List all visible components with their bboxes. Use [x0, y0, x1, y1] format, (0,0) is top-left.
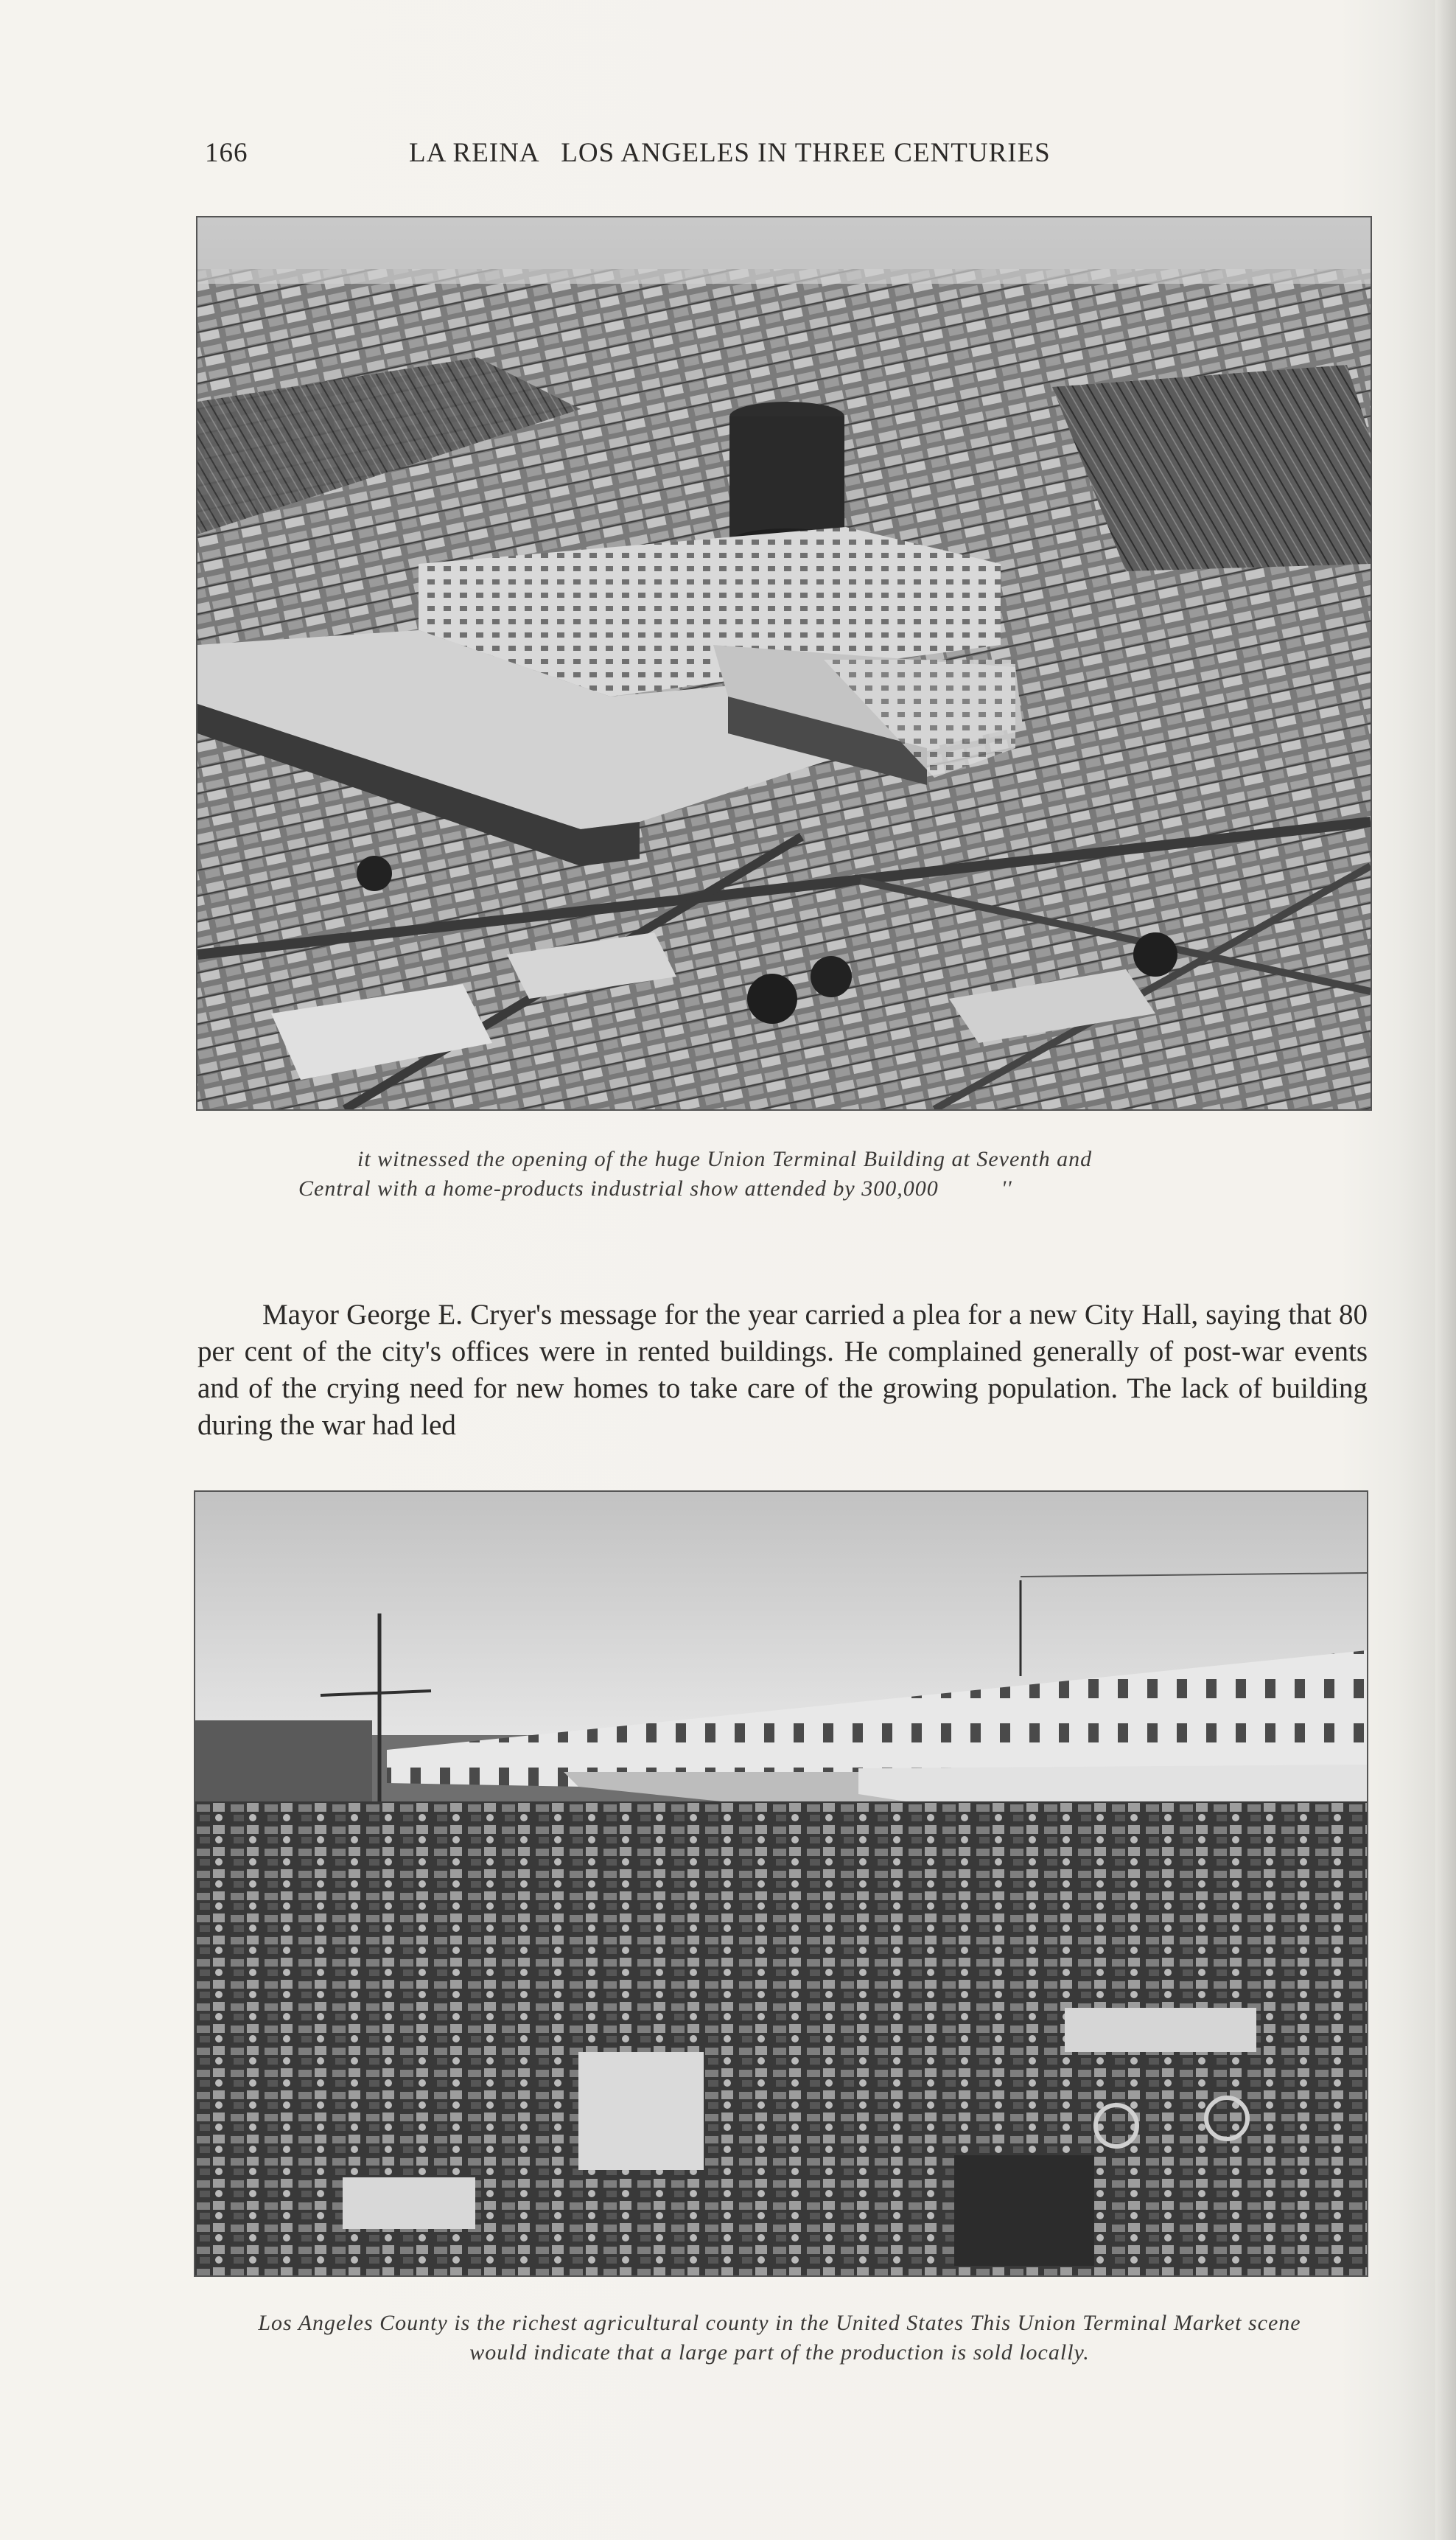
bottom-photo-caption: Los Angeles County is the richest agricultural county in the United States This Union Terminal Market scene would indicate that a large part of the production is sold locally.: [258, 2311, 1301, 2365]
top-caption-line-1: it witnessed the opening of the huge Union Terminal Building at Seventh and: [357, 1147, 1093, 1171]
top-caption-line-2: Central with a home-products industrial show attended by 300,000 '': [298, 1176, 1012, 1201]
aerial-photo-union-terminal: [196, 216, 1372, 1111]
body-paragraph: Mayor George E. Cryer's message for the year carried a plea for a new City Hall, saying that 80 per cent of the city's offices were in rented buildings. He complained generally of post-war events and of the crying need for new homes to take care of the growing population. The lack of building during the war had led: [197, 1299, 1368, 1441]
running-header: [205, 137, 1155, 174]
market-photo-union-terminal: [194, 1490, 1368, 2277]
running-title: LA REINA LOS ANGELES IN THREE CENTURIES: [409, 138, 1051, 168]
page-spine-shadow: [1435, 0, 1456, 2540]
top-photo-caption: [298, 1145, 1367, 1204]
market-photo-illustration: [195, 1492, 1367, 2275]
aerial-photo-illustration: [197, 217, 1371, 1109]
page-number: 166: [205, 138, 248, 168]
